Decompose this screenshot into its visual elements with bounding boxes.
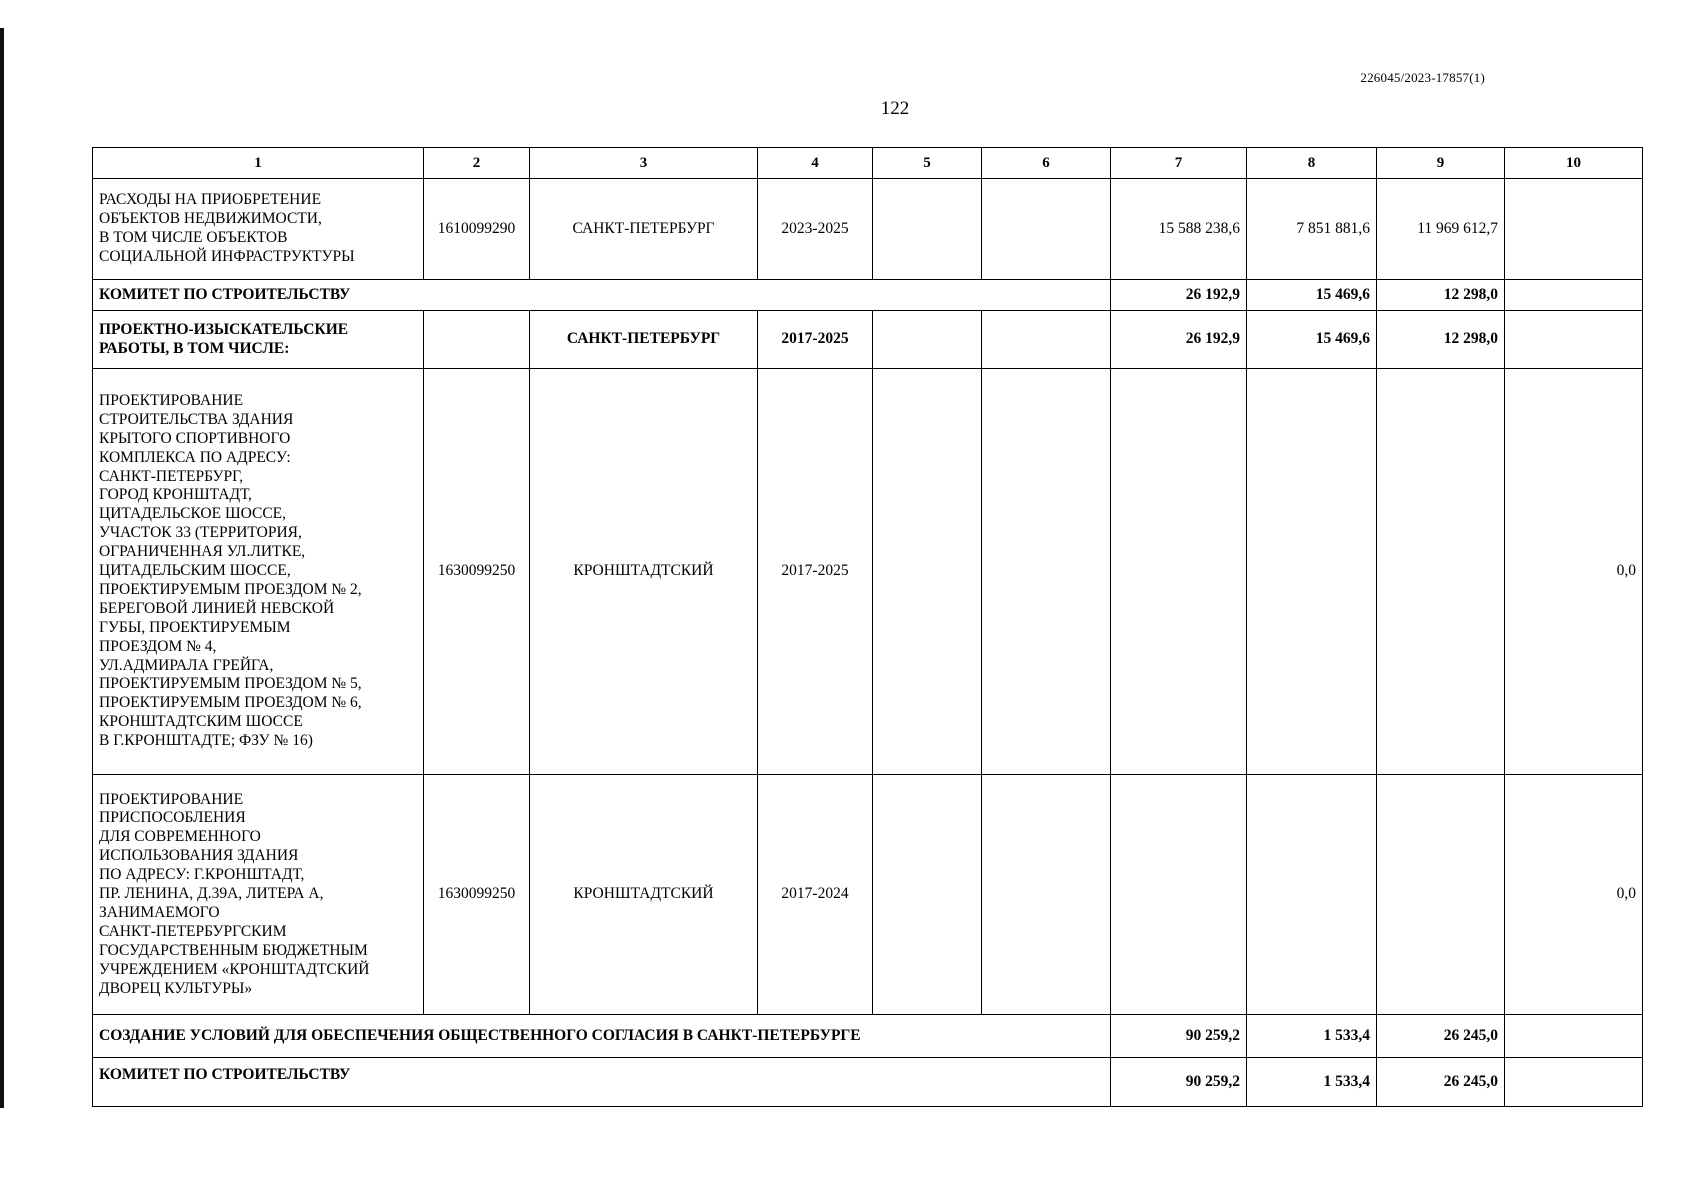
item-name-cell: ПРОЕКТИРОВАНИЕ СТРОИТЕЛЬСТВА ЗДАНИЯ КРЫТОГО СПОРТИВНОГО КОМПЛЕКСА ПО АДРЕСУ: САНКТ-ПЕТЕРБУРГ, ГОРОД КРОНШТАДТ, ЦИТАДЕЛЬСКОЕ ШОССЕ, УЧАСТОК 33 (ТЕРРИТОРИЯ, ОГРАНИЧЕННАЯ УЛ.ЛИТКЕ, ЦИТАДЕЛЬСКИМ ШОССЕ, ПРОЕКТИРУЕМЫМ ПРОЕЗДОМ № 2, БЕРЕГОВОЙ ЛИНИЕЙ НЕВСКОЙ ГУБЫ, ПРОЕКТИРУЕМЫМ ПРОЕЗДОМ № 4, УЛ.АДМИРАЛА ГРЕЙГА, ПРОЕКТИРУЕМЫМ ПРОЕЗДОМ № 5, ПРОЕКТИРУЕМЫМ ПРОЕЗДОМ № 6, КРОНШТАДТСКИМ ШОССЕ В Г.КРОНШТАДТЕ; ФЗУ № 16) (93, 369, 424, 775)
amount-col9 (1377, 775, 1505, 1015)
column-header: 5 (873, 148, 982, 179)
section-title-cell: КОМИТЕТ ПО СТРОИТЕЛЬСТВУ (93, 1058, 1111, 1107)
period-cell: 2017-2024 (758, 775, 873, 1015)
amount-col7 (1111, 775, 1247, 1015)
table-header-row (93, 148, 1643, 179)
column-header: 4 (758, 148, 873, 179)
cell-col5 (873, 179, 982, 280)
period-cell: 2017-2025 (758, 369, 873, 775)
amount-col8: 15 469,6 (1247, 280, 1377, 311)
column-header: 7 (1111, 148, 1247, 179)
amount-col9: 26 245,0 (1377, 1058, 1505, 1107)
amount-col7: 26 192,9 (1111, 311, 1247, 369)
budget-code-cell: 1630099250 (424, 369, 530, 775)
amount-col9: 12 298,0 (1377, 280, 1505, 311)
cell-col5 (873, 369, 982, 775)
amount-col8 (1247, 775, 1377, 1015)
amount-col8: 1 533,4 (1247, 1058, 1377, 1107)
cell-col6 (982, 311, 1111, 369)
amount-col8: 15 469,6 (1247, 311, 1377, 369)
budget-code-cell (424, 311, 530, 369)
column-header: 2 (424, 148, 530, 179)
amount-col10 (1505, 311, 1643, 369)
cell-col6 (982, 179, 1111, 280)
district-cell: КРОНШТАДТСКИЙ (530, 369, 758, 775)
amount-col10 (1505, 179, 1643, 280)
amount-col7 (1111, 369, 1247, 775)
section-title-cell: СОЗДАНИЕ УСЛОВИЙ ДЛЯ ОБЕСПЕЧЕНИЯ ОБЩЕСТВЕННОГО СОГЛАСИЯ В САНКТ-ПЕТЕРБУРГЕ (93, 1015, 1111, 1058)
column-header: 10 (1505, 148, 1643, 179)
budget-table (92, 147, 1643, 1107)
amount-col9: 11 969 612,7 (1377, 179, 1505, 280)
amount-col9: 12 298,0 (1377, 311, 1505, 369)
item-name-cell: ПРОЕКТИРОВАНИЕ ПРИСПОСОБЛЕНИЯ ДЛЯ СОВРЕМЕННОГО ИСПОЛЬЗОВАНИЯ ЗДАНИЯ ПО АДРЕСУ: Г.КРОНШТАДТ, ПР. ЛЕНИНА, Д.39А, ЛИТЕРА А, ЗАНИМАЕМОГО САНКТ-ПЕТЕРБУРГСКИМ ГОСУДАРСТВЕННЫМ БЮДЖЕТНЫМ УЧРЕЖДЕНИЕМ «КРОНШТАДТСКИЙ ДВОРЕЦ КУЛЬТУРЫ» (93, 775, 424, 1015)
table-row (93, 369, 1643, 775)
amount-col10: 0,0 (1505, 775, 1643, 1015)
amount-col7: 90 259,2 (1111, 1015, 1247, 1058)
column-header: 8 (1247, 148, 1377, 179)
table-row (93, 179, 1643, 280)
section-title-cell: КОМИТЕТ ПО СТРОИТЕЛЬСТВУ (93, 280, 1111, 311)
table-row (93, 311, 1643, 369)
district-cell: САНКТ-ПЕТЕРБУРГ (530, 311, 758, 369)
amount-col7: 26 192,9 (1111, 280, 1247, 311)
budget-code-cell: 1630099250 (424, 775, 530, 1015)
amount-col10 (1505, 280, 1643, 311)
period-cell: 2023-2025 (758, 179, 873, 280)
amount-col10 (1505, 1058, 1643, 1107)
item-name-cell: РАСХОДЫ НА ПРИОБРЕТЕНИЕ ОБЪЕКТОВ НЕДВИЖИМОСТИ, В ТОМ ЧИСЛЕ ОБЪЕКТОВ СОЦИАЛЬНОЙ ИНФРАСТРУКТУРЫ (93, 179, 424, 280)
district-cell: КРОНШТАДТСКИЙ (530, 775, 758, 1015)
column-header: 1 (93, 148, 424, 179)
document-reference: 226045/2023-17857(1) (1360, 70, 1485, 85)
table-row (93, 1015, 1643, 1058)
amount-col10 (1505, 1015, 1643, 1058)
amount-col7: 90 259,2 (1111, 1058, 1247, 1107)
scan-edge-mark (0, 28, 4, 1108)
budget-code-cell: 1610099290 (424, 179, 530, 280)
amount-col9 (1377, 369, 1505, 775)
cell-col5 (873, 311, 982, 369)
amount-col10: 0,0 (1505, 369, 1643, 775)
table-row (93, 775, 1643, 1015)
column-header: 3 (530, 148, 758, 179)
cell-col5 (873, 775, 982, 1015)
amount-col7: 15 588 238,6 (1111, 179, 1247, 280)
cell-col6 (982, 369, 1111, 775)
column-header: 9 (1377, 148, 1505, 179)
page-number: 122 (880, 98, 910, 119)
amount-col8: 7 851 881,6 (1247, 179, 1377, 280)
amount-col8 (1247, 369, 1377, 775)
amount-col9: 26 245,0 (1377, 1015, 1505, 1058)
cell-col6 (982, 775, 1111, 1015)
table-row (93, 280, 1643, 311)
district-cell: САНКТ-ПЕТЕРБУРГ (530, 179, 758, 280)
item-name-cell: ПРОЕКТНО-ИЗЫСКАТЕЛЬСКИЕ РАБОТЫ, В ТОМ ЧИСЛЕ: (93, 311, 424, 369)
column-header: 6 (982, 148, 1111, 179)
period-cell: 2017-2025 (758, 311, 873, 369)
amount-col8: 1 533,4 (1247, 1015, 1377, 1058)
table-row (93, 1058, 1643, 1107)
